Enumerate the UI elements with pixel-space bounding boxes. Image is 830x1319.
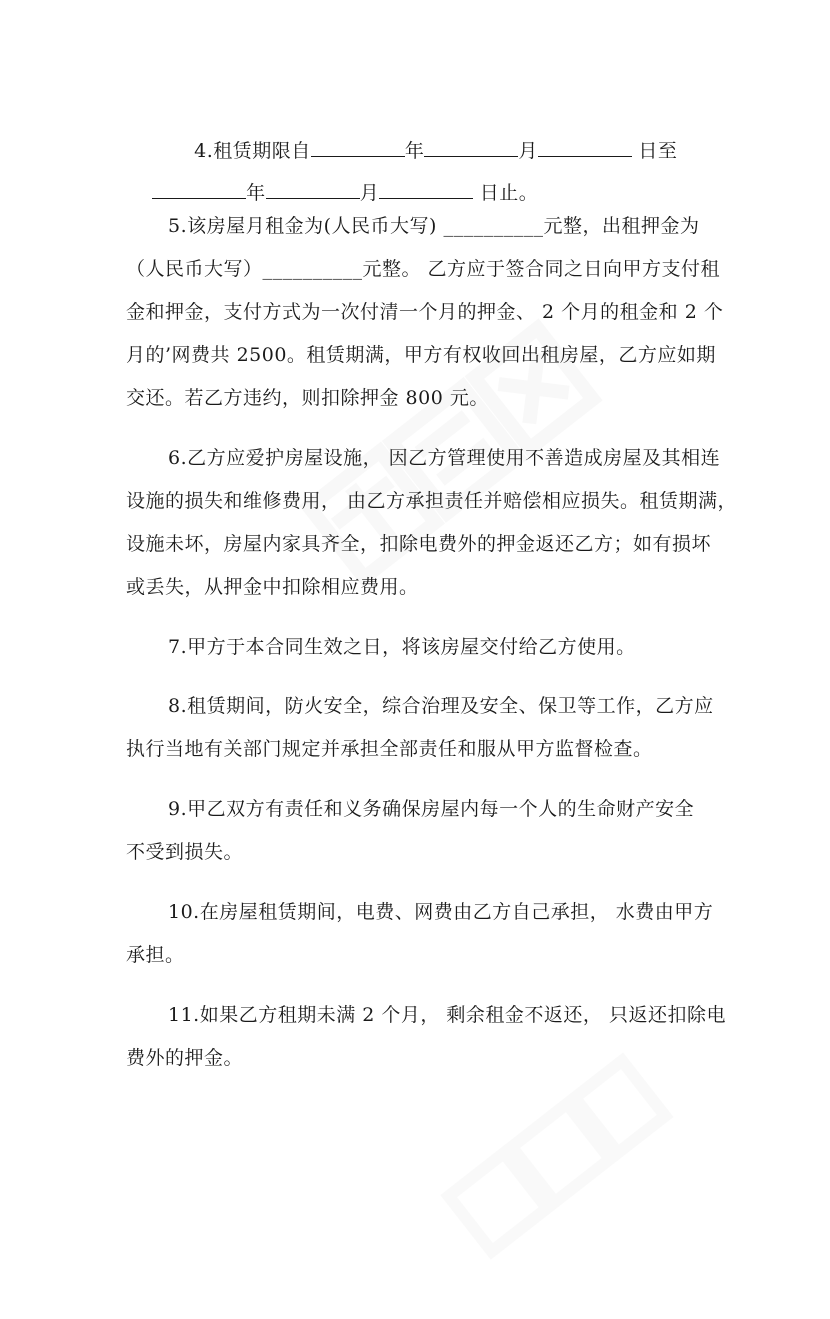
clause-5-line-3: 金和押金，支付方式为一次付清一个月的押金、 2 个月的租金和 2 个 (126, 301, 724, 323)
end-month-label: 月 (359, 182, 380, 204)
start-year-blank[interactable] (311, 138, 405, 157)
end-year-blank[interactable] (152, 180, 246, 199)
end-day-label: 日止。 (473, 182, 539, 204)
clause-10-line-2: 承担。 (126, 944, 185, 966)
clause-5-line-5: 交还。若乙方违约，则扣除押金 800 元。 (126, 387, 489, 409)
clause-9-line-2: 不受到损失。 (126, 841, 244, 863)
clause-5-line-4: 月的’网费共 2500。租赁期满，甲方有权收回出租房屋，乙方应如期 (126, 344, 716, 366)
clause-10-line-1: 10.在房屋租赁期间，电费、网费由乙方自己承担， 水费由甲方 (168, 901, 714, 923)
clause-5-line-2: （人民币大写）__________元整。 乙方应于签合同之日向甲方支付租 (126, 258, 721, 280)
clause-7-line-1: 7.甲方于本合同生效之日，将该房屋交付给乙方使用。 (168, 636, 636, 658)
start-day-blank[interactable] (538, 138, 632, 157)
clause-6-line-1: 6.乙方应爱护房屋设施， 因乙方管理使用不善造成房屋及其相连 (168, 447, 721, 469)
clause-6-line-2: 设施的损失和维修费用， 由乙方承担责任并赔偿相应损失。租赁期满， (126, 490, 738, 512)
start-month-blank[interactable] (424, 138, 518, 157)
end-month-blank[interactable] (266, 180, 360, 199)
clause-8-line-1: 8.租赁期间，防火安全，综合治理及安全、保卫等工作，乙方应 (168, 695, 714, 717)
clause-11-line-1: 11.如果乙方租期未满 2 个月， 剩余租金不返还， 只返还扣除电 (168, 1004, 726, 1026)
clause-4-start-label: 4.租赁期限自 (194, 140, 311, 162)
clause-5-line-1: 5.该房屋月租金为(人民币大写) __________元整，出租押金为 (168, 215, 700, 237)
clause-9-line-1: 9.甲乙双方有责任和义务确保房屋内每一个人的生命财产安全 (168, 798, 695, 820)
watermark-graphic-bottom (396, 1001, 724, 1319)
clause-11-line-2: 费外的押金。 (126, 1047, 244, 1069)
clause-6-line-3: 设施未坏，房屋内家具齐全，扣除电费外的押金返还乙方；如有损坏 (126, 533, 712, 555)
clause-6-line-4: 或丢失，从押金中扣除相应费用。 (126, 576, 419, 598)
day-to-label: 日至 (631, 140, 678, 162)
clause-8-line-2: 执行当地有关部门规定并承担全部责任和服从甲方监督检查。 (126, 738, 653, 760)
month-label: 月 (518, 140, 538, 162)
end-year-label: 年 (246, 182, 266, 204)
year-label: 年 (404, 140, 425, 162)
end-day-blank[interactable] (379, 180, 473, 199)
